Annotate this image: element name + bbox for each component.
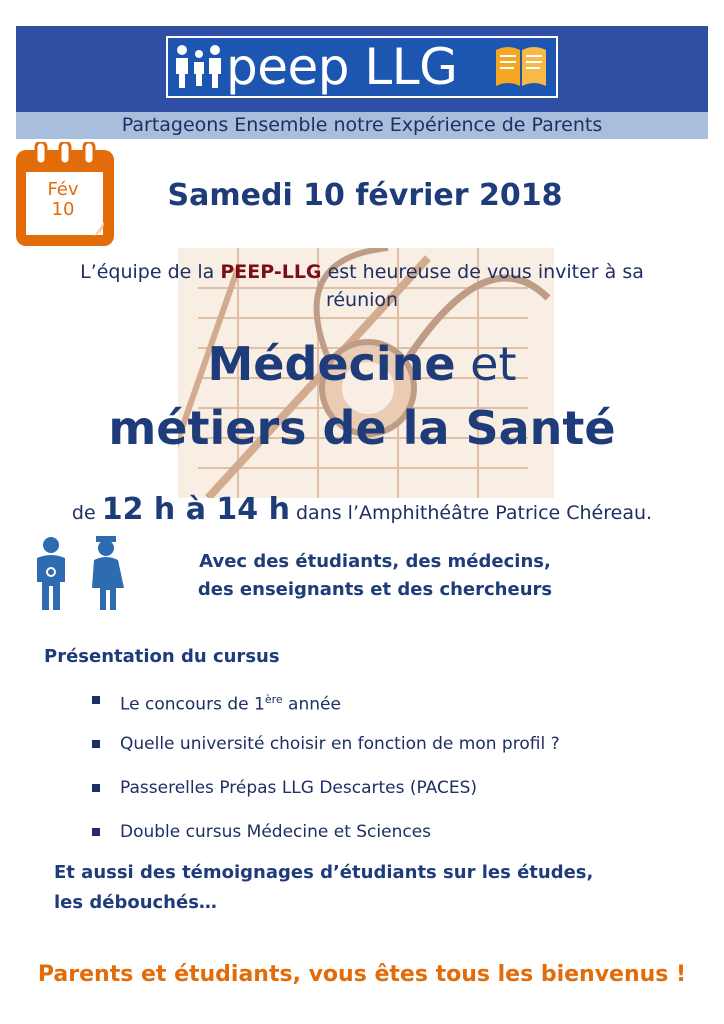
list-item: Passerelles Prépas LLG Descartes (PACES) — [92, 774, 652, 818]
tagline: Partageons Ensemble notre Expérience de Parents — [121, 114, 603, 136]
welcome-text: Parents et étudiants, vous êtes tous les bienvenus ! — [37, 962, 687, 987]
bullet-icon — [92, 828, 100, 836]
list-item: Le concours de 1ère année — [92, 686, 652, 730]
org-name: PEEP-LLG — [220, 261, 322, 283]
book-logo-icon — [492, 40, 552, 92]
time-line: de 12 h à 14 h dans l’Amphithéâtre Patrice Chéreau. — [71, 492, 653, 527]
calendar-day: 10 — [51, 199, 75, 220]
list-item: Quelle université choisir en fonction de mon profil ? — [92, 730, 652, 774]
bullet-icon — [92, 784, 100, 792]
family-logo-icon — [172, 42, 226, 92]
doctor-icon — [37, 537, 65, 610]
calendar-month: Fév — [47, 179, 79, 200]
cursus-heading: Présentation du cursus — [44, 646, 280, 667]
nurse-icon — [92, 536, 124, 610]
cursus-list — [92, 686, 652, 862]
testimonials-text: Et aussi des témoignages d’étudiants sur les études, les débouchés… — [54, 862, 594, 913]
bullet-icon — [92, 696, 100, 704]
main-title-line2: métiers de la Santé — [108, 401, 616, 455]
logo-text: peep LLG — [226, 38, 458, 96]
main-title-line1: Médecine et — [207, 337, 517, 391]
date-title: Samedi 10 février 2018 — [167, 178, 563, 213]
list-item: Double cursus Médecine et Sciences — [92, 818, 652, 862]
bullet-icon — [92, 740, 100, 748]
doctor-nurse-icon — [34, 536, 126, 612]
time-hours: 12 h à 14 h — [101, 492, 290, 527]
participants-text: Avec des étudiants, des médecins, des enseignants et des chercheurs — [197, 551, 553, 600]
intro-text: L’équipe de la PEEP-LLG est heureuse de vous inviter à sa réunion — [80, 261, 644, 311]
